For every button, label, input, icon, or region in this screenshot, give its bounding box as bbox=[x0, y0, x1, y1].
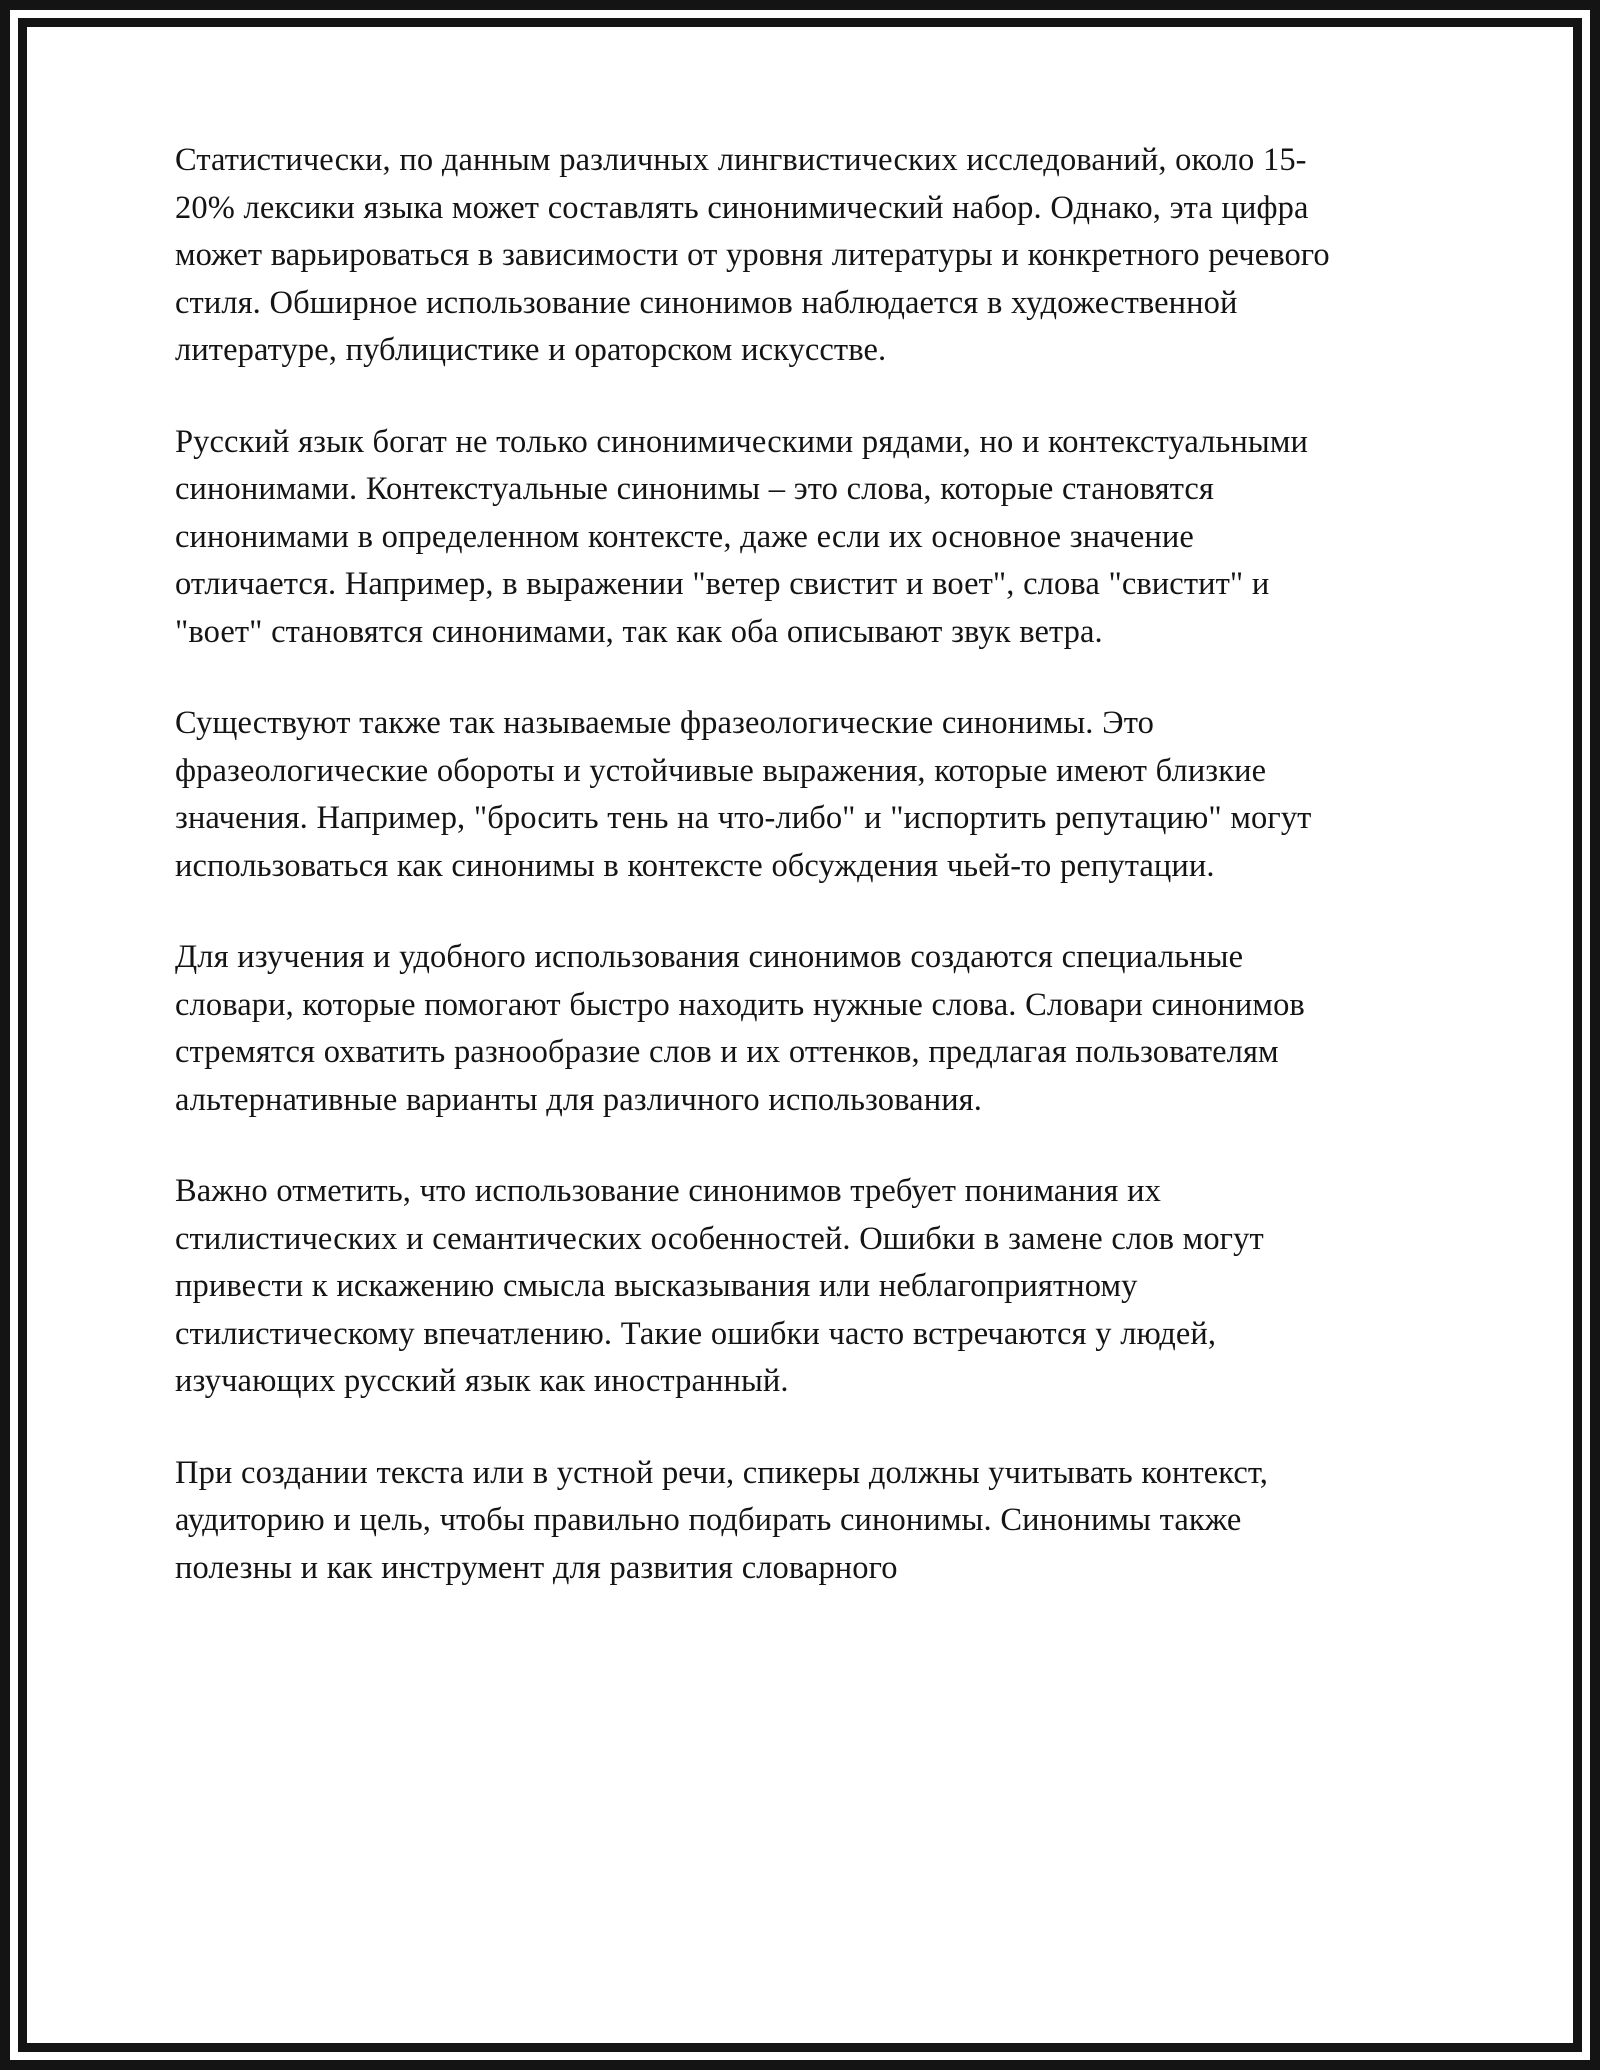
page-inner-frame-rule bbox=[18, 18, 1582, 2052]
paragraph-4: Для изучения и удобного использования синонимов создаются специальные словари, которые помогают быстро находить нужные слова. Словари синонимов стремятся охватить разнообразие слов и их оттенков, предлагая пользователям альтернативные варианты для различного использования. bbox=[175, 939, 1314, 1118]
document-sheet bbox=[27, 27, 1573, 2043]
document-text-body bbox=[175, 137, 1345, 1592]
paragraph-5: Важно отметить, что использование синонимов требует понимания их стилистических и семантических особенностей. Ошибки в замене слов могут привести к искажению смысла высказывания или неблагоприятному стилистическому впечатлению. Такие ошибки часто встречаются у людей, изучающих русский язык как иностранный. bbox=[175, 1173, 1273, 1399]
page-frame-gap bbox=[10, 10, 1590, 2060]
paragraph-3: Существуют также так называемые фразеологические синонимы. Это фразеологические обороты и устойчивые выражения, которые имеют близкие значения. Например, "бросить тень на что-либо" и "испортить репутацию" могут использоваться как синонимы в контексте обсуждения чьей-то репутации. bbox=[175, 705, 1321, 884]
paragraph-1: Статистически, по данным различных лингвистических исследований, около 15-20% лексики языка может составлять синонимический набор. Однако, эта цифра может варьироваться в зависимости от уровня литературы и конкретного речевого стиля. Обширное использование синонимов наблюдается в художественной литературе, публицистике и ораторском искусстве. bbox=[175, 142, 1339, 368]
paragraph-6: При создании текста или в устной речи, спикеры должны учитывать контекст, аудиторию и цель, чтобы правильно подбирать синонимы. Синонимы также полезны и как инструмент для развития словарного bbox=[175, 1454, 1277, 1586]
paragraph-2: Русский язык богат не только синонимическими рядами, но и контекстуальными синонимами. Контекстуальные синонимы – это слова, которые становятся синонимами в определенном контексте, даже если их основное значение отличается. Например, в выражении "ветер свистит и воет", слова "свистит" и "воет" становятся синонимами, так как оба описывают звук ветра. bbox=[175, 423, 1317, 650]
